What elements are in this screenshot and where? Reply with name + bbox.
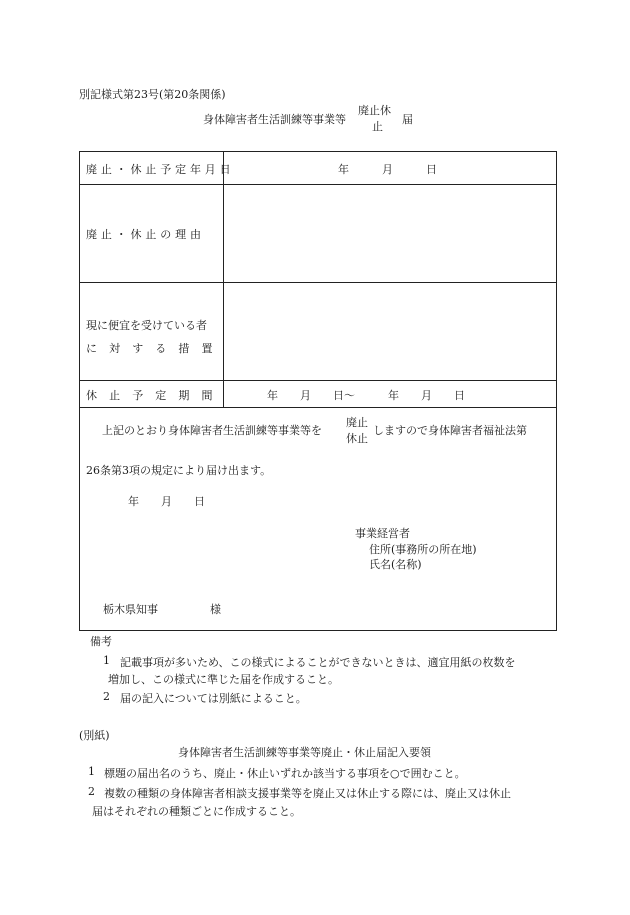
title-choice-top: 廃止休 (358, 104, 391, 117)
document-title: 身体障害者生活訓練等事業等 (203, 113, 346, 126)
note-2-line1: 届の記入については別紙によること。 (120, 692, 307, 705)
column-divider (223, 152, 224, 407)
declaration-choice-top: 廃止 (346, 416, 368, 429)
attachment-item-1-line1: 標題の届出名のうち、廃止・休止いずれか該当する事項を○で囲むこと。 (104, 767, 466, 780)
suspension-period-value[interactable]: 年 月 日～ 年 月 日 (267, 389, 465, 402)
title-suffix: 届 (402, 113, 413, 126)
note-1-line1: 記載事項が多いため、この様式によることができないときは、適宜用紙の枚数を (120, 656, 516, 669)
note-1-line2: 増加し、この様式に準じた届を作成すること。 (108, 673, 339, 686)
scheduled-date-value[interactable]: 年 月 日 (338, 163, 437, 176)
row-divider (80, 407, 556, 408)
attachment-item-1-number: 1 (88, 765, 95, 778)
declaration-text-after: しますので身体障害者福祉法第 (373, 424, 527, 437)
note-2-number: 2 (103, 690, 110, 703)
form-number: 別記様式第23号(第20条関係) (79, 88, 226, 101)
declaration-choice-bottom: 休止 (346, 432, 368, 445)
attachment-title: 身体障害者生活訓練等事業等廃止・休止届記入要領 (178, 746, 431, 759)
attachment-item-2-line2: 届はそれぞれの種類ごとに作成すること。 (92, 805, 301, 818)
declaration-line2: 26条第3項の規定により届け出ます。 (86, 464, 272, 477)
row-divider (80, 380, 556, 381)
declaration-date[interactable]: 年 月 日 (128, 495, 205, 508)
row-divider (80, 184, 556, 185)
measures-label-line2: に対する措置 (86, 342, 225, 355)
notification-form-table (79, 151, 557, 631)
operator-label: 事業経営者 (355, 527, 410, 540)
scheduled-date-label: 廃止・休止予定年月日 (86, 163, 235, 176)
row-divider (80, 282, 556, 283)
measures-label-line1: 現に便宜を受けている者 (86, 319, 207, 332)
reason-field[interactable] (228, 190, 550, 276)
attachment-label: (別紙) (79, 729, 110, 742)
title-choice-bottom: 止 (372, 120, 383, 133)
attachment-item-2-number: 2 (88, 785, 95, 798)
notes-heading: 備考 (90, 635, 112, 648)
attachment-item-2-line1: 複数の種類の身体障害者相談支援事業等を廃止又は休止する際には、廃止又は休止 (104, 787, 511, 800)
reason-label: 廃止・休止の理由 (86, 228, 205, 241)
declaration-text-before: 上記のとおり身体障害者生活訓練等事業等を (102, 424, 322, 437)
address-label: 住所(事務所の所在地) (369, 543, 477, 556)
addressee: 栃木県知事 (103, 603, 158, 616)
suspension-period-label: 休止予定期間 (86, 389, 225, 402)
honorific: 様 (210, 603, 221, 616)
name-label: 氏名(名称) (369, 558, 422, 571)
measures-field[interactable] (228, 288, 550, 374)
note-1-number: 1 (103, 654, 110, 667)
